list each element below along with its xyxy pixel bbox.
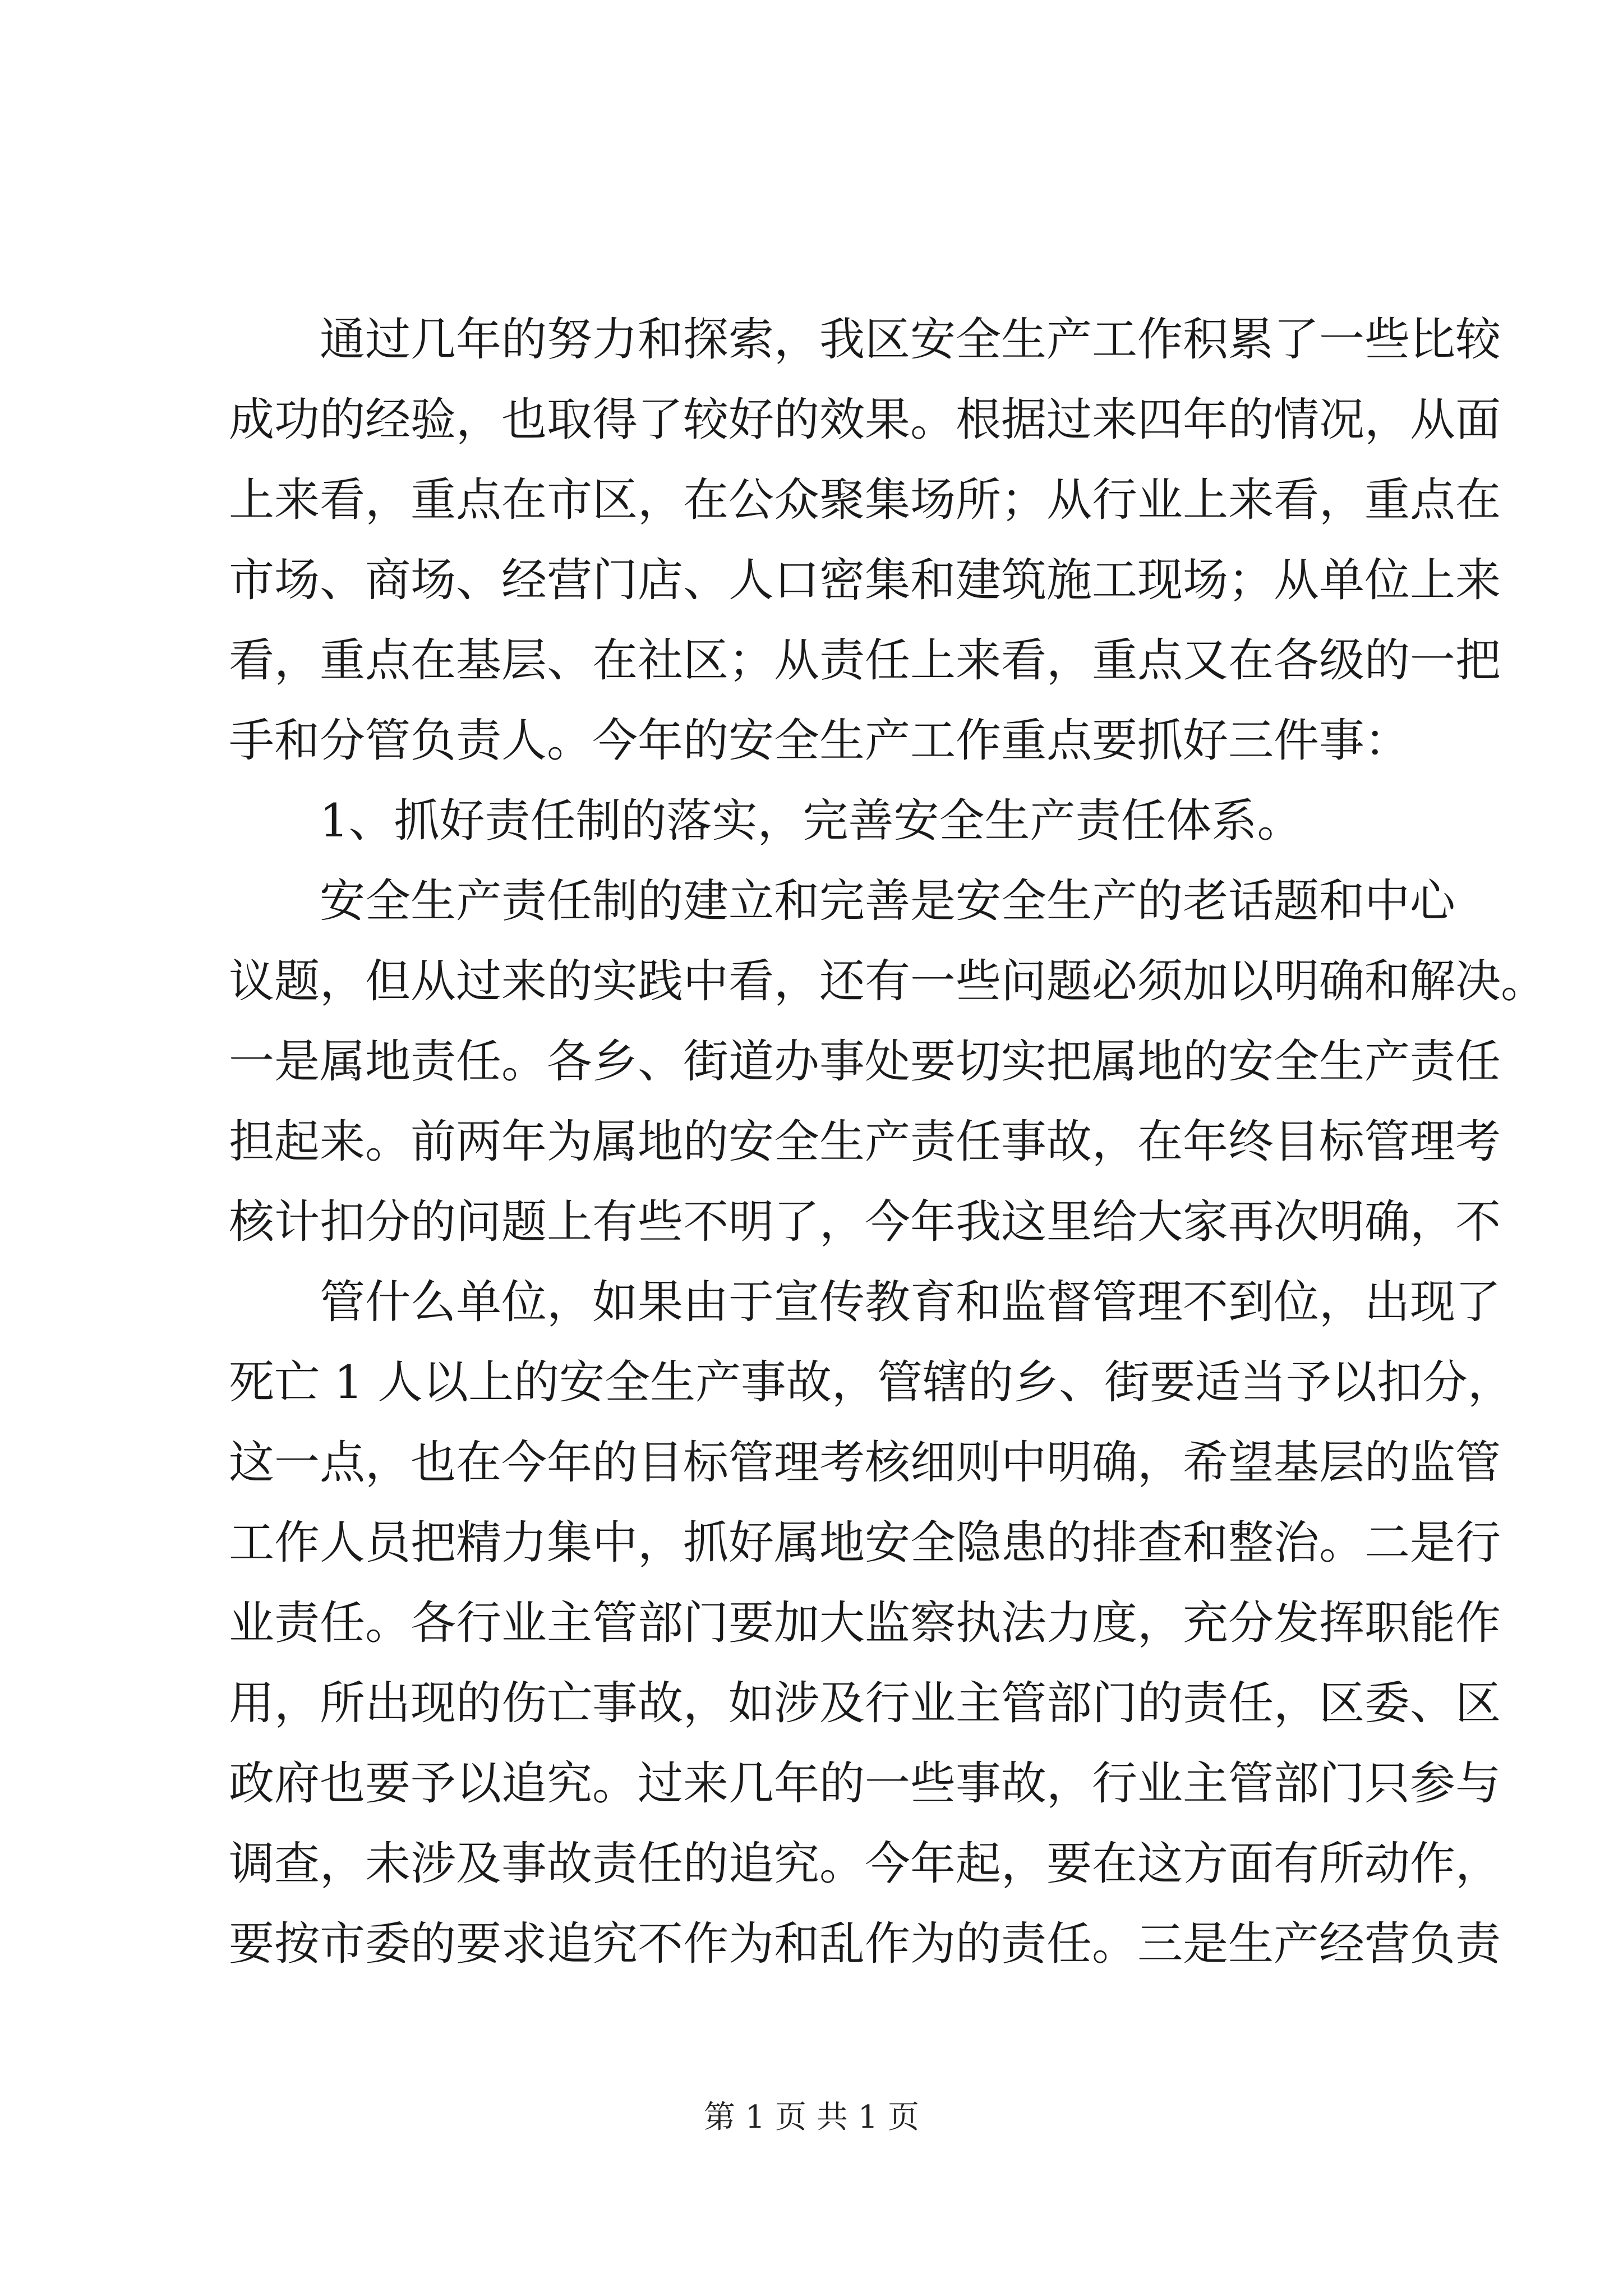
- text-line: 政府也要予以追究。过来几年的一些事故，行业主管部门只参与: [229, 1757, 1501, 1810]
- text-line: 看，重点在基层、在社区；从责任上来看，重点又在各级的一把: [229, 634, 1501, 687]
- text-line: 通过几年的努力和探索，我区安全生产工作积累了一些比较: [320, 314, 1501, 366]
- page-footer: 第 1 页 共 1 页: [703, 2099, 920, 2136]
- text-line: 工作人员把精力集中，抓好属地安全隐患的排查和整治。二是行: [229, 1517, 1501, 1570]
- text-line: 担起来。前两年为属地的安全生产责任事故，在年终目标管理考: [229, 1116, 1501, 1168]
- text-line: 管什么单位，如果由于宣传教育和监督管理不到位，出现了: [320, 1276, 1501, 1329]
- text-line: 死亡 1 人以上的安全生产事故，管辖的乡、街要适当予以扣分，: [229, 1356, 1514, 1409]
- text-line: 一是属地责任。各乡、街道办事处要切实把属地的安全生产责任: [229, 1036, 1501, 1088]
- text-line: 业责任。各行业主管部门要加大监察执法力度，充分发挥职能作: [229, 1597, 1501, 1650]
- text-line: 调查，未涉及事故责任的追究。今年起，要在这方面有所动作，: [229, 1838, 1501, 1890]
- text-line: 核计扣分的问题上有些不明了，今年我这里给大家再次明确，不: [229, 1196, 1501, 1249]
- text-line: 市场、商场、经营门店、人口密集和建筑施工现场；从单位上来: [229, 554, 1501, 607]
- text-line: 这一点，也在今年的目标管理考核细则中明确，希望基层的监管: [229, 1437, 1501, 1489]
- text-line: 成功的经验，也取得了较好的效果。根据过来四年的情况，从面: [229, 394, 1501, 447]
- body-text: [229, 300, 1547, 1985]
- text-line: 安全生产责任制的建立和完善是安全生产的老话题和中心: [320, 875, 1456, 928]
- text-line: 上来看，重点在市区，在公众聚集场所；从行业上来看，重点在: [229, 474, 1501, 527]
- text-line: 要按市委的要求追究不作为和乱作为的责任。三是生产经营负责: [229, 1918, 1501, 1971]
- text-line: 手和分管负责人。今年的安全生产工作重点要抓好三件事：: [229, 715, 1410, 767]
- text-line: 用，所出现的伤亡事故，如涉及行业主管部门的责任，区委、区: [229, 1677, 1501, 1730]
- text-line: 议题，但从过来的实践中看，还有一些问题必须加以明确和解决。: [229, 955, 1547, 1008]
- text-line: 1、抓好责任制的落实，完善安全生产责任体系。: [320, 795, 1303, 848]
